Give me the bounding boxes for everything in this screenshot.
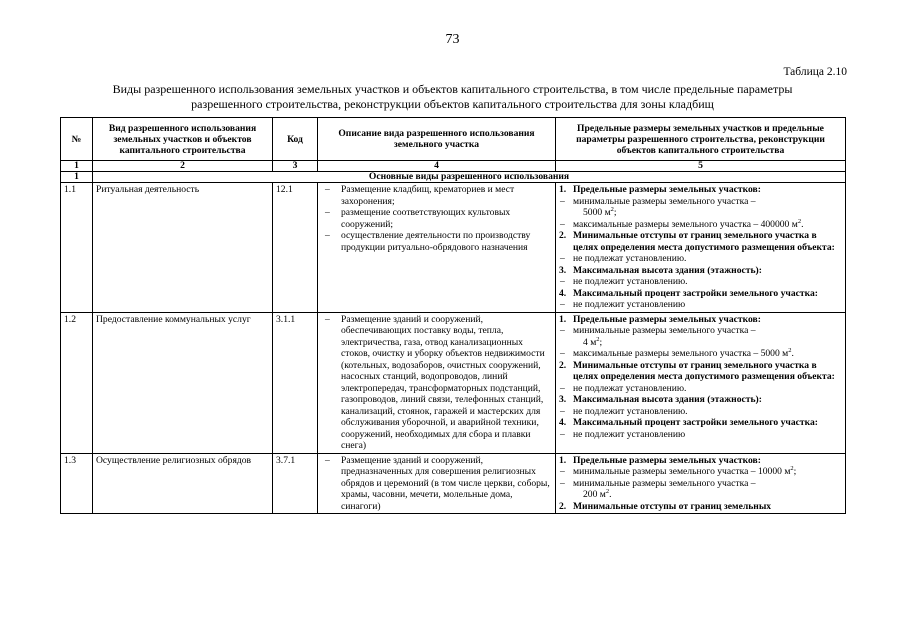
table-row: [61, 183, 846, 313]
item-number: 4.: [559, 287, 567, 299]
section-number: 1: [61, 172, 93, 183]
param-value: 5000 м: [583, 207, 611, 218]
title-line-2: разрешенного строительства, реконструкции объектов капитального строительства для зоны кладбищ: [191, 97, 714, 111]
param-value: – не подлежит установлению: [559, 429, 842, 441]
param-value: 200 м: [583, 489, 606, 500]
superscript: 2: [797, 217, 802, 225]
param-value: минимальные размеры земельного участка –: [573, 325, 756, 336]
param-value: – не подлежат установлению.: [559, 253, 842, 265]
column-number: 1: [61, 161, 93, 172]
row-number: 1.2: [61, 312, 93, 453]
row-number: 1.3: [61, 453, 93, 514]
superscript: 2: [610, 205, 614, 213]
header-code: Код: [273, 118, 318, 161]
table-title: [60, 82, 845, 112]
param-value: – не подлежат установлению.: [559, 383, 842, 395]
item-number: 3.: [559, 394, 567, 405]
title-line-1: Виды разрешенного использования земельных участков и объектов капитального строительства, в том числе предельные параметры: [112, 82, 793, 96]
param-heading: Предельные размеры земельных участков:: [573, 313, 761, 325]
table-label: Таблица 2.10: [783, 66, 847, 78]
param-heading: Предельные размеры земельных участков:: [573, 454, 761, 466]
param-heading: Минимальные отступы от границ земельного участка в целях определения места допустимого размещения объекта:: [573, 230, 835, 253]
param-value: 4 м: [583, 336, 597, 348]
param-heading: Минимальные отступы от границ земельного участка в целях определения места допустимого размещения объекта:: [573, 359, 835, 382]
section-row: [61, 172, 846, 183]
row-params: [556, 453, 846, 514]
punctuation: ;: [793, 466, 797, 477]
row-description: [318, 453, 556, 514]
param-value: – не подлежит установлению.: [559, 276, 842, 288]
zoning-table: [60, 117, 846, 514]
column-number: 4: [318, 161, 556, 172]
item-number: 2.: [559, 500, 567, 512]
column-number: 5: [556, 161, 846, 172]
page-number: 73: [445, 32, 460, 47]
description-item: – Размещение зданий и сооружений, обеспечивающих поставку воды, тепла, электричества, газа, отвод канализационных стоков, очистку и уборку объектов недвижимости (котельных, водозаборов, очистных сооружений, насосных станций, водопроводов, линий электропередач, трансформаторных подстанций, газопроводов, линий связи, телефонных станций, канализаций, стоянок, гаражей и мастерских для обслуживания уборочной, и аварийной техники, сооружений, необходимых для сбора и плавки снега): [321, 314, 552, 452]
row-code: 12.1: [273, 183, 318, 313]
param-heading: Максимальный процент застройки земельного участка:: [573, 287, 818, 299]
row-params: [556, 312, 846, 453]
param-value: минимальные размеры земельного участка – 10000 м: [573, 466, 791, 477]
row-code: 3.7.1: [273, 453, 318, 514]
column-number-row: [61, 161, 846, 172]
row-kind: Осуществление религиозных обрядов: [93, 453, 273, 514]
item-number: 2.: [559, 359, 567, 371]
superscript: 2: [605, 487, 610, 495]
item-number: 2.: [559, 230, 567, 241]
item-number: 1.: [559, 313, 567, 325]
row-params: [556, 183, 846, 313]
header-kind: Вид разрешенного использования земельных участков и объектов капитального строительства: [93, 118, 273, 161]
param-value: минимальные размеры земельного участка –: [573, 195, 756, 207]
item-number: 4.: [559, 417, 567, 428]
row-kind: Ритуальная деятельность: [93, 183, 273, 313]
header-row: [61, 118, 846, 161]
punctuation: .: [609, 489, 612, 500]
param-heading: Предельные размеры земельных участков:: [573, 184, 761, 195]
row-description: [318, 312, 556, 453]
section-label: Основные виды разрешенного использования: [93, 172, 846, 183]
description-item: – осуществление деятельности по производству продукции ритуально-обрядового назначения: [321, 230, 552, 253]
superscript: 2: [790, 464, 794, 472]
row-kind: Предоставление коммунальных услуг: [93, 312, 273, 453]
param-value: – не подлежит установлению: [559, 299, 842, 311]
description-item: – Размещение зданий и сооружений, предназначенных для совершения религиозных обрядов и церемоний (в том числе церкви, соборы, храмы, часовни, мечети, молельные дома, синагоги): [321, 455, 552, 513]
row-description: [318, 183, 556, 313]
description-item: – размещение соответствующих культовых сооружений;: [321, 207, 552, 230]
description-item: – Размещение кладбищ, крематориев и мест захоронения;: [321, 184, 552, 207]
header-params: Предельные размеры земельных участков и предельные параметры разрешенного строительства, реконструкции объектов капитального строительства: [556, 118, 846, 161]
column-number: 3: [273, 161, 318, 172]
punctuation: .: [791, 348, 794, 359]
param-heading: Максимальная высота здания (этажность):: [573, 264, 762, 276]
table-row: [61, 453, 846, 514]
item-number: 3.: [559, 264, 567, 276]
item-number: 1.: [559, 184, 567, 195]
param-value: максимальные размеры земельного участка – 400000 м: [573, 218, 798, 230]
table-row: [61, 312, 846, 453]
row-number: 1.1: [61, 183, 93, 313]
superscript: 2: [788, 346, 792, 354]
param-heading: Максимальный процент застройки земельного участка:: [573, 417, 818, 428]
punctuation: ;: [613, 207, 617, 218]
param-value: – не подлежит установлению.: [559, 406, 842, 418]
param-heading: Максимальная высота здания (этажность):: [573, 394, 762, 405]
item-number: 1.: [559, 454, 567, 466]
punctuation: .: [801, 218, 804, 230]
header-num: №: [61, 118, 93, 161]
row-code: 3.1.1: [273, 312, 318, 453]
param-value: минимальные размеры земельного участка –: [573, 477, 756, 489]
column-number: 2: [93, 161, 273, 172]
header-description: Описание вида разрешенного использования земельного участка: [318, 118, 556, 161]
superscript: 2: [596, 335, 600, 343]
param-value: максимальные размеры земельного участка – 5000 м: [573, 348, 789, 359]
punctuation: ;: [599, 336, 603, 348]
param-heading: Минимальные отступы от границ земельных: [573, 500, 772, 512]
